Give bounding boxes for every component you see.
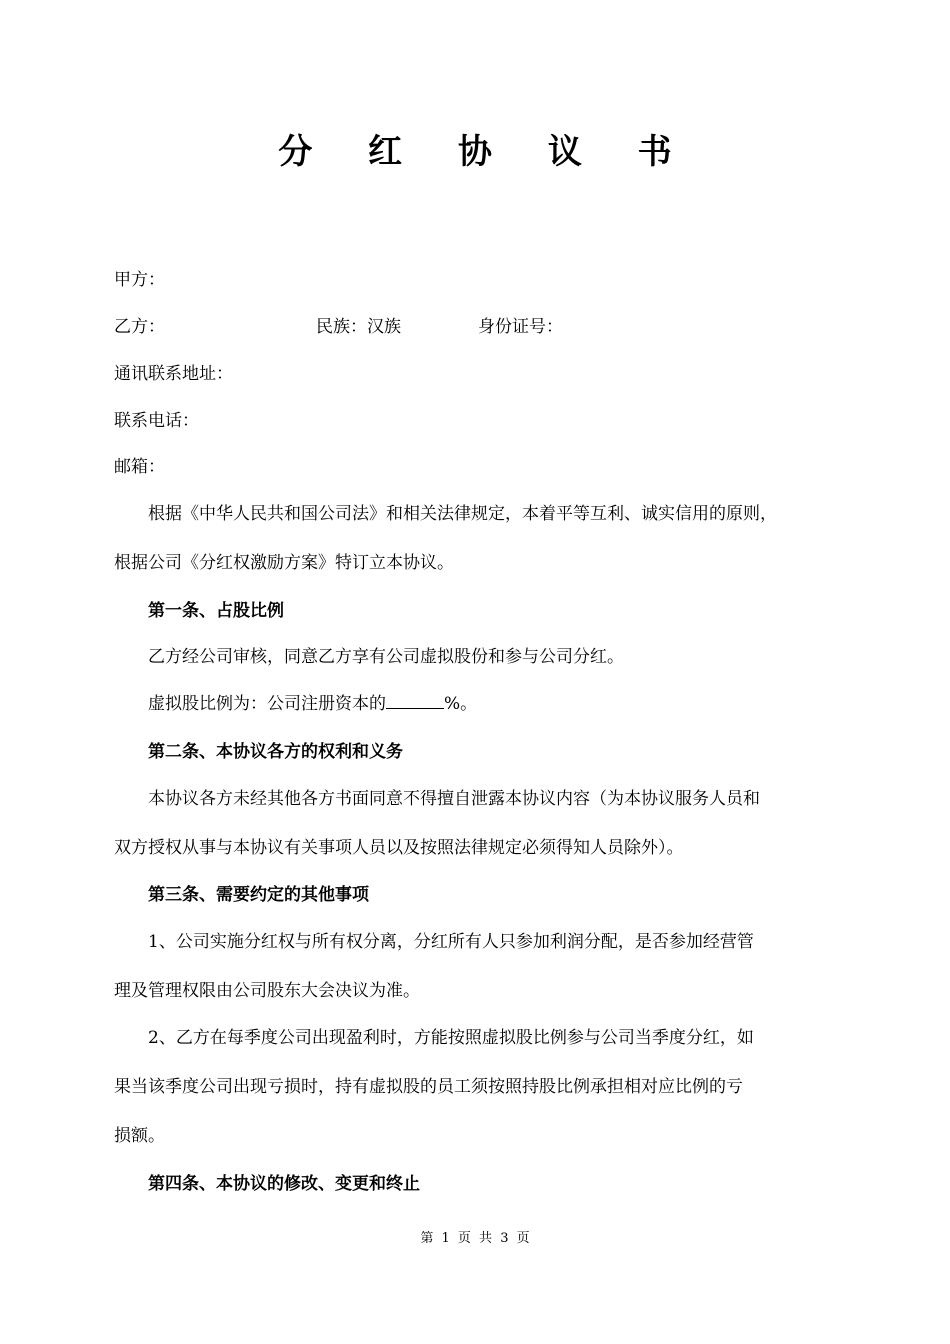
article-2-line-1: 本协议各方未经其他各方书面同意不得擅自泄露本协议内容（为本协议服务人员和 [148,789,760,809]
article-3-heading: 第三条、需要约定的其他事项 [148,885,369,905]
article-3-item-2-line-3: 损额。 [114,1126,165,1146]
ratio-suffix: %。 [444,694,478,714]
party-b-label: 乙方： [114,317,165,337]
preamble-line-1: 根据《中华人民共和国公司法》和相关法律规定，本着平等互利、诚实信用的原则， [148,504,777,524]
ethnicity-field: 民族：汉族 [316,317,401,337]
phone-label: 联系电话： [114,411,199,431]
address-label: 通讯联系地址： [114,364,233,384]
article-3-item-1-line-1: 1、公司实施分红权与所有权分离，分红所有人只参加利润分配，是否参加经营管 [148,932,754,952]
email-label: 邮箱： [114,457,165,477]
page-footer: 第 1 页 共 3 页 [420,1231,530,1246]
preamble-line-2: 根据公司《分红权激励方案》特订立本协议。 [114,553,454,573]
article-3-item-2-line-1: 2、乙方在每季度公司出现盈利时，方能按照虚拟股比例参与公司当季度分红，如 [148,1028,754,1048]
page-title: 分 红 协 议 书 [278,132,694,172]
article-3-item-2-line-2: 果当该季度公司出现亏损时，持有虚拟股的员工须按照持股比例承担相对应比例的亏 [114,1077,743,1097]
ratio-prefix: 虚拟股比例为：公司注册资本的 [148,694,386,714]
article-1-heading: 第一条、占股比例 [148,601,284,621]
article-1-paragraph: 乙方经公司审核，同意乙方享有公司虚拟股份和参与公司分红。 [148,647,624,667]
article-1-ratio [148,692,477,716]
article-2-line-2: 双方授权从事与本协议有关事项人员以及按照法律规定必须得知人员除外）。 [114,838,684,858]
article-4-heading: 第四条、本协议的修改、变更和终止 [148,1174,420,1194]
article-2-heading: 第二条、本协议各方的权利和义务 [148,742,403,762]
party-a-label: 甲方： [114,270,165,290]
id-number-label: 身份证号： [478,317,563,337]
article-3-item-1-line-2: 理及管理权限由公司股东大会决议为准。 [114,981,420,1001]
ratio-blank [386,692,444,709]
